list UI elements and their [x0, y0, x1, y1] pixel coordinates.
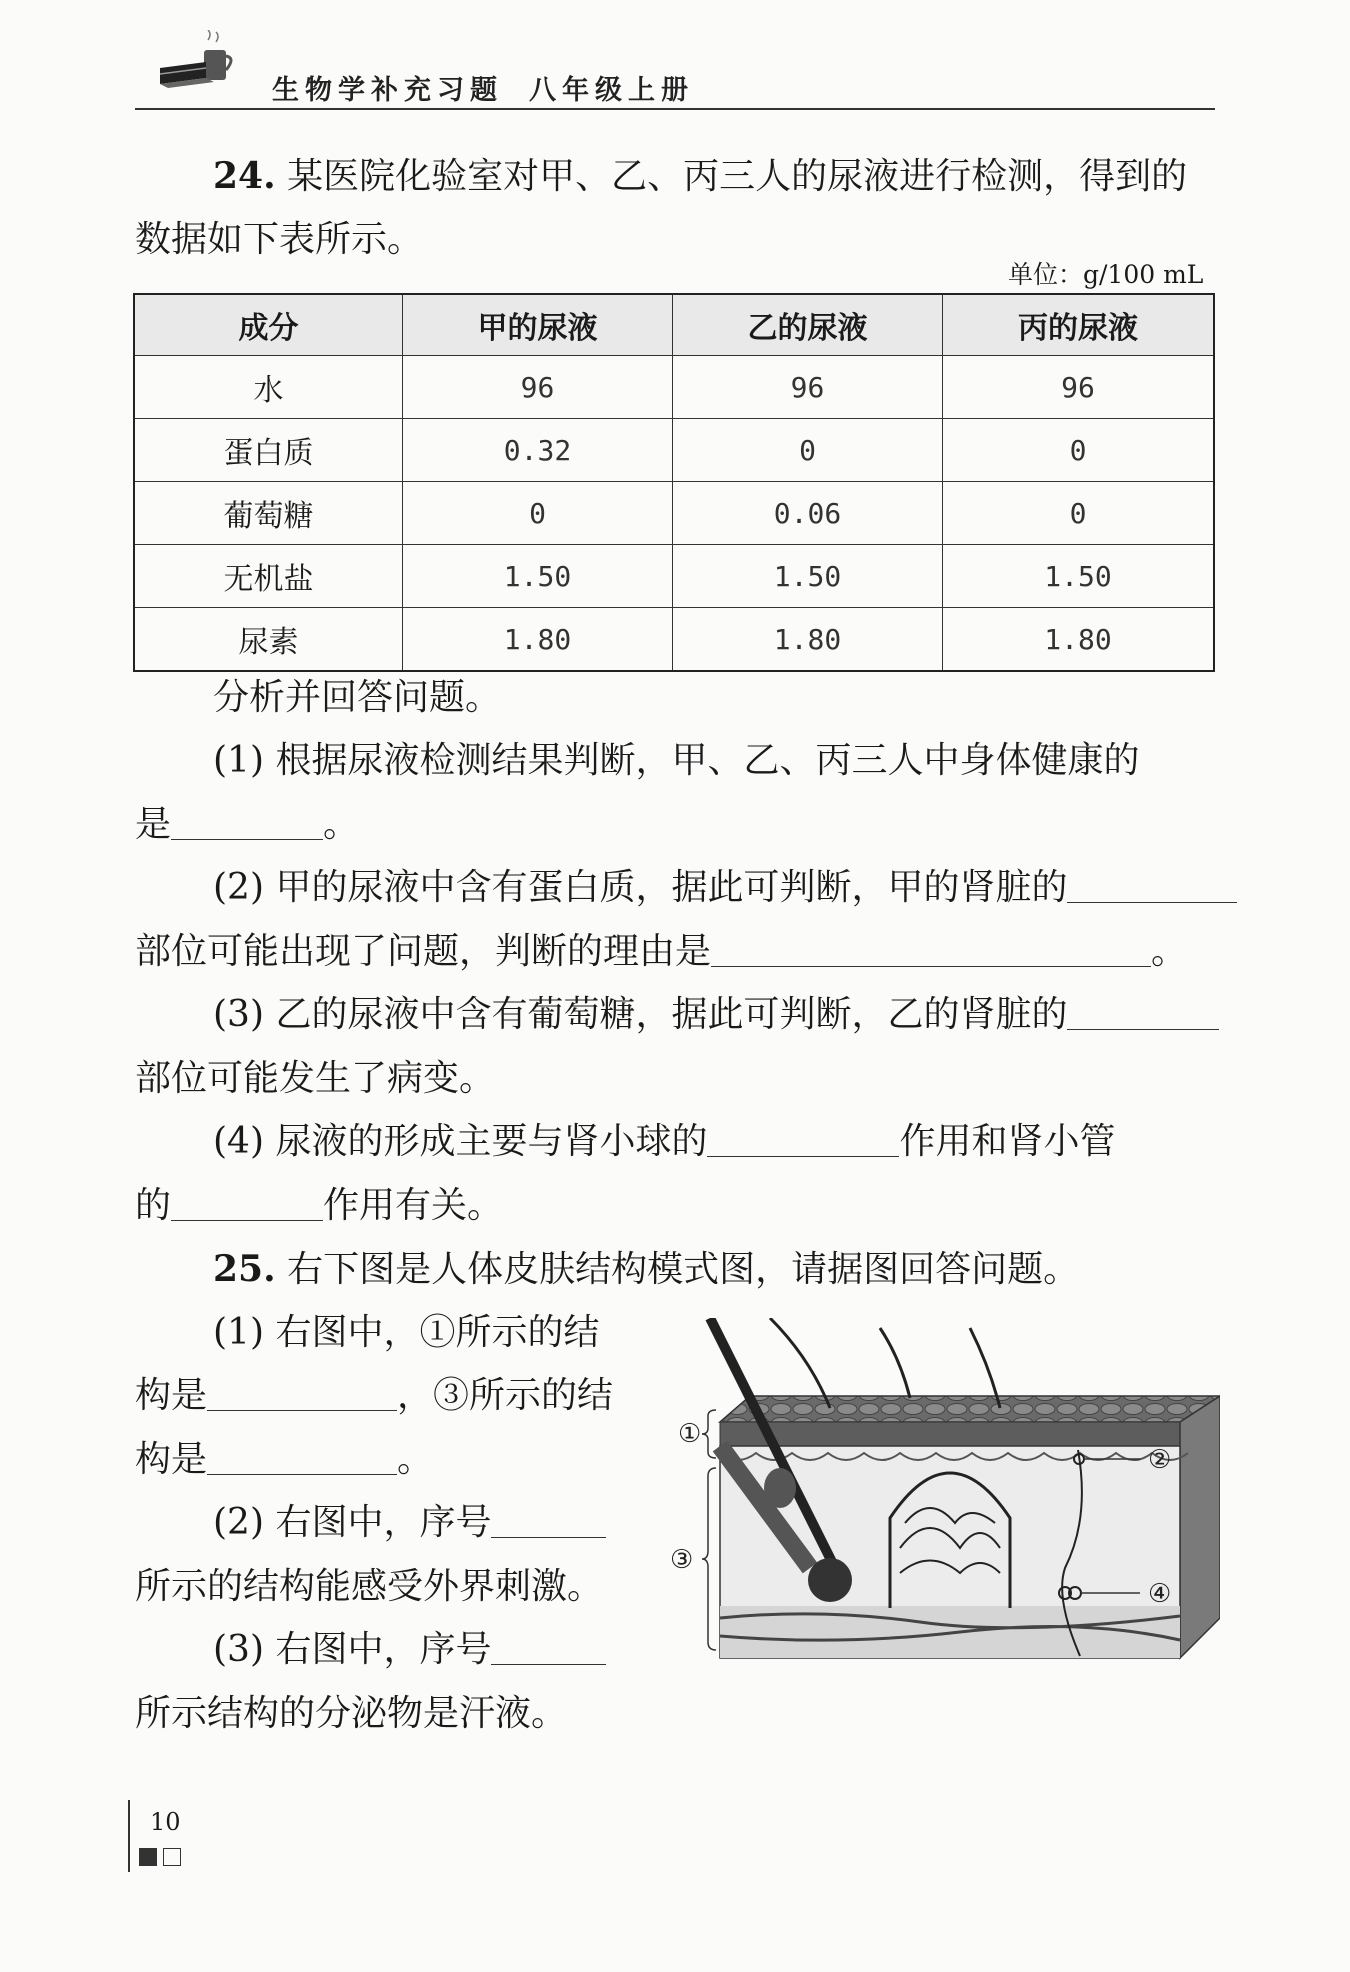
q25-sub2-line2: 所示的结构能感受外界刺激。: [135, 1566, 604, 1607]
q25-sub1-line2: 构是 ，③所示的结: [135, 1375, 614, 1416]
skin-structure-diagram: [660, 1318, 1220, 1738]
label-4: ④: [1148, 1579, 1172, 1609]
q25-sub3-line1: (3) 右图中，序号: [213, 1632, 606, 1668]
answer-blank[interactable]: [707, 1126, 899, 1157]
q24-stem-line1: 24. 某医院化验室对甲、乙、丙三人的尿液进行检测，得到的: [213, 155, 1188, 197]
table-cell: 蛋白质: [134, 419, 403, 482]
table-header-row: [134, 294, 1214, 356]
page-number: 10: [150, 1808, 181, 1836]
table-cell: 水: [134, 356, 403, 419]
table-cell: 1.80: [673, 608, 943, 672]
column-header: 甲的尿液: [403, 294, 673, 356]
answer-blank[interactable]: [491, 1507, 606, 1538]
table-cell: 葡萄糖: [134, 482, 403, 545]
column-header: 成分: [134, 294, 403, 356]
q24-sub3-line2: 部位可能发生了病变。: [135, 1058, 496, 1099]
filled-square-icon: [139, 1848, 157, 1866]
unit-label: 单位：g/100 mL: [1008, 260, 1204, 289]
table-row: [134, 356, 1214, 419]
q24-stem-line2: 数据如下表所示。: [135, 219, 424, 260]
table-cell: 1.50: [403, 545, 673, 608]
answer-blank[interactable]: [207, 1444, 397, 1475]
table-cell: 0: [673, 419, 943, 482]
table-cell: 1.80: [403, 608, 673, 672]
answer-blank[interactable]: [171, 1190, 323, 1221]
table-cell: 0: [943, 419, 1215, 482]
label-1: ①: [678, 1419, 702, 1449]
q25-sub3-line2: 所示结构的分泌物是汗液。: [135, 1693, 568, 1734]
column-header: 乙的尿液: [673, 294, 943, 356]
empty-square-icon: [163, 1848, 181, 1866]
q24-instruction: 分析并回答问题。: [213, 677, 502, 718]
q24-sub1-line2: 是 。: [135, 804, 360, 845]
urine-test-table: [133, 293, 1215, 672]
table-cell: 96: [943, 356, 1215, 419]
answer-blank[interactable]: [711, 936, 1151, 967]
table-row: [134, 482, 1214, 545]
label-3: ③: [670, 1545, 694, 1575]
answer-blank[interactable]: [171, 809, 323, 840]
q25-sub2-line1: (2) 右图中，序号: [213, 1505, 606, 1541]
answer-blank[interactable]: [491, 1634, 606, 1665]
q24-sub2-line2: 部位可能出现了问题，判断的理由是 。: [135, 931, 1188, 972]
answer-blank[interactable]: [207, 1380, 397, 1411]
table-row: [134, 608, 1214, 672]
header-rule: [135, 108, 1215, 110]
q25-sub1-line3: 构是 。: [135, 1439, 434, 1480]
column-header: 丙的尿液: [943, 294, 1215, 356]
answer-blank[interactable]: [1067, 872, 1237, 903]
table-cell: 96: [403, 356, 673, 419]
table-row: [134, 419, 1214, 482]
table-cell: 0: [403, 482, 673, 545]
page-number-bar: [128, 1800, 130, 1872]
answer-blank[interactable]: [1067, 999, 1219, 1030]
table-cell: 1.50: [943, 545, 1215, 608]
table-cell: 1.80: [943, 608, 1215, 672]
q24-sub4-line2: 的 作用有关。: [135, 1185, 504, 1226]
running-header: 生物学补充习题 八年级上册: [272, 75, 694, 106]
table-cell: 0: [943, 482, 1215, 545]
table-cell: 尿素: [134, 608, 403, 672]
label-2: ②: [1148, 1445, 1172, 1475]
table-cell: 无机盐: [134, 545, 403, 608]
q24-sub3-line1: (3) 乙的尿液中含有葡萄糖，据此可判断，乙的肾脏的: [213, 997, 1219, 1033]
book-cup-icon: [158, 30, 248, 100]
q25-sub1-line1: (1) 右图中，①所示的结: [213, 1312, 600, 1353]
q24-sub4-line1: (4) 尿液的形成主要与肾小球的 作用和肾小管: [213, 1121, 1116, 1162]
table-cell: 1.50: [673, 545, 943, 608]
q24-sub1-line1: (1) 根据尿液检测结果判断，甲、乙、丙三人中身体健康的: [213, 740, 1140, 781]
table-cell: 0.06: [673, 482, 943, 545]
table-row: [134, 545, 1214, 608]
table-cell: 0.32: [403, 419, 673, 482]
q25-stem: 25. 右下图是人体皮肤结构模式图，请据图回答问题。: [213, 1248, 1080, 1290]
table-cell: 96: [673, 356, 943, 419]
q24-sub2-line1: (2) 甲的尿液中含有蛋白质，据此可判断，甲的肾脏的: [213, 870, 1237, 906]
